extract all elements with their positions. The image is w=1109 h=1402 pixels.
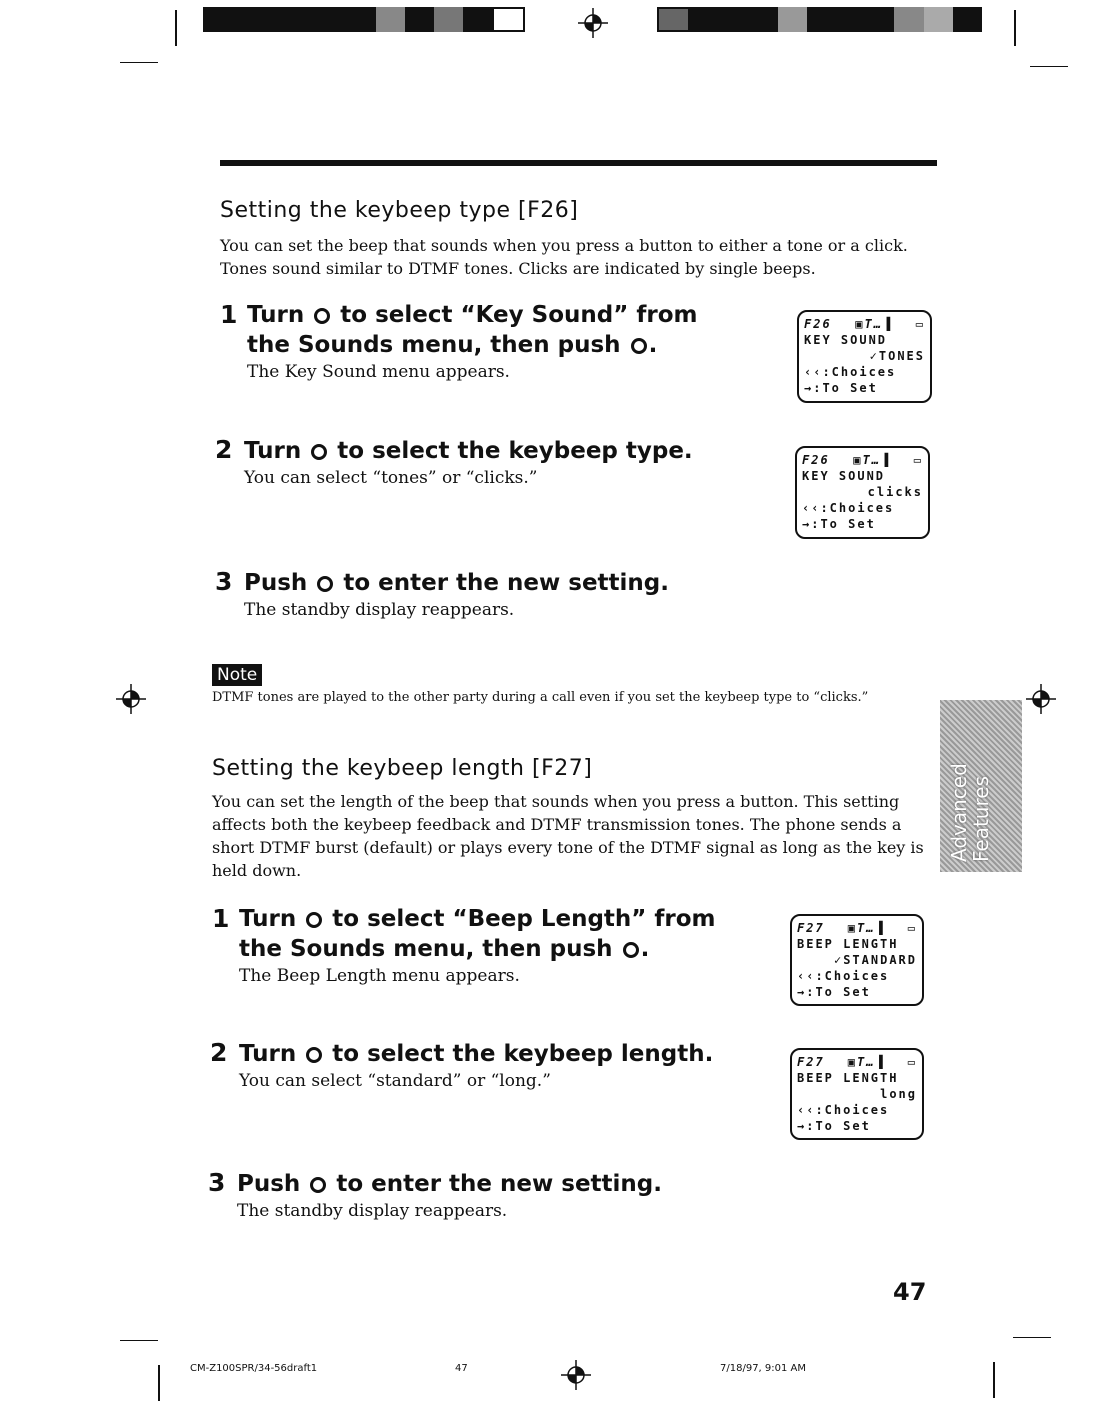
lcd-display bbox=[795, 446, 930, 539]
step-title-end: . bbox=[640, 936, 650, 962]
step-title-text: to select “Beep Length” from the Sounds menu, then push bbox=[239, 906, 716, 962]
lcd-display bbox=[797, 310, 932, 403]
section-title: Setting the keybeep type [F26] bbox=[220, 198, 579, 223]
battery-icon: ▭ bbox=[907, 1055, 917, 1069]
chapter-tab-line: Advanced bbox=[947, 763, 971, 862]
lcd-display bbox=[790, 1048, 924, 1140]
lcd-line: BEEP LENGTH bbox=[797, 937, 899, 951]
note-badge: Note bbox=[212, 664, 262, 686]
step-title bbox=[244, 568, 764, 598]
lcd-function-code: F27 bbox=[797, 1055, 825, 1069]
step-title-text: to enter the new setting. bbox=[336, 1171, 662, 1197]
chapter-tab bbox=[940, 700, 1022, 872]
step-title-verb: Turn bbox=[239, 1041, 297, 1067]
registration-target-icon bbox=[561, 1360, 591, 1390]
jog-dial-turn-icon bbox=[311, 444, 327, 460]
step-title-text: to select “Key Sound” from the Sounds menu, then push bbox=[247, 302, 698, 358]
step-description: The Beep Length menu appears. bbox=[239, 966, 520, 986]
signal-icon: ▣Τ…▐ bbox=[853, 453, 891, 467]
step-description: You can select “standard” or “long.” bbox=[239, 1071, 551, 1091]
registration-target-icon bbox=[116, 684, 146, 714]
color-calibration-bar-left bbox=[203, 7, 525, 32]
lcd-function-code: F26 bbox=[802, 453, 830, 467]
lcd-line: ‹‹:Choices bbox=[804, 365, 897, 379]
lcd-line: →:To Set bbox=[804, 381, 878, 395]
step-title-verb: Push bbox=[244, 570, 308, 596]
lcd-line: BEEP LENGTH bbox=[797, 1071, 899, 1085]
crop-mark bbox=[993, 1362, 995, 1398]
step-number: 3 bbox=[215, 567, 233, 596]
section-intro: You can set the beep that sounds when you press a button to either a tone or a click. Tones sound similar to DTMF tones. Clicks are indicated by single beeps. bbox=[220, 236, 908, 278]
signal-icon: ▣Τ…▐ bbox=[855, 317, 893, 331]
jog-dial-turn-icon bbox=[306, 1047, 322, 1063]
lcd-line: KEY SOUND bbox=[804, 333, 888, 347]
step-title-verb: Turn bbox=[239, 906, 297, 932]
lcd-selected-value: ✓STANDARD bbox=[833, 953, 917, 967]
crop-mark bbox=[120, 1340, 158, 1341]
lcd-line: ‹‹:Choices bbox=[797, 1103, 890, 1117]
step-title-text: to enter the new setting. bbox=[343, 570, 669, 596]
step-description: The Key Sound menu appears. bbox=[247, 362, 510, 382]
lcd-line: ‹‹:Choices bbox=[797, 969, 890, 983]
step-title-text: to select the keybeep type. bbox=[337, 438, 693, 464]
lcd-selected-value: clicks bbox=[867, 485, 923, 499]
step-title bbox=[237, 1169, 757, 1199]
lcd-line: KEY SOUND bbox=[802, 469, 886, 483]
footer-file: CM-Z100SPR/34-56draft1 bbox=[190, 1363, 318, 1374]
step-block bbox=[247, 300, 747, 382]
lcd-function-code: F26 bbox=[804, 317, 832, 331]
lcd-line: →:To Set bbox=[797, 1119, 871, 1133]
step-block bbox=[239, 904, 749, 986]
jog-dial-push-icon bbox=[310, 1177, 326, 1193]
section-title: Setting the keybeep length [F27] bbox=[212, 756, 593, 781]
lcd-line: →:To Set bbox=[802, 517, 876, 531]
step-title bbox=[239, 1039, 759, 1069]
crop-mark bbox=[1013, 1337, 1051, 1338]
step-block bbox=[239, 1039, 759, 1091]
step-block bbox=[244, 436, 764, 488]
step-title-verb: Push bbox=[237, 1171, 301, 1197]
crop-mark bbox=[158, 1365, 160, 1401]
signal-icon: ▣Τ…▐ bbox=[847, 1055, 885, 1069]
step-title-verb: Turn bbox=[244, 438, 302, 464]
battery-icon: ▭ bbox=[907, 921, 917, 935]
step-block bbox=[244, 568, 764, 620]
step-number: 2 bbox=[210, 1038, 228, 1067]
crop-mark bbox=[175, 10, 177, 46]
step-number: 3 bbox=[208, 1168, 226, 1197]
lcd-selected-value: ✓TONES bbox=[869, 349, 925, 363]
registration-target-icon bbox=[578, 8, 608, 38]
header-rule bbox=[220, 160, 937, 166]
lcd-function-code: F27 bbox=[797, 921, 825, 935]
color-calibration-bar-right bbox=[657, 7, 982, 32]
step-title-verb: Turn bbox=[247, 302, 305, 328]
crop-mark bbox=[1014, 10, 1016, 46]
lcd-display bbox=[790, 914, 924, 1006]
crop-mark bbox=[120, 62, 158, 63]
chapter-tab-line: Features bbox=[969, 776, 993, 862]
chapter-tab-label bbox=[948, 710, 992, 862]
jog-dial-push-icon bbox=[623, 942, 639, 958]
jog-dial-push-icon bbox=[317, 576, 333, 592]
step-description: The standby display reappears. bbox=[244, 600, 515, 620]
step-number: 2 bbox=[215, 435, 233, 464]
footer-date: 7/18/97, 9:01 AM bbox=[720, 1363, 807, 1374]
step-title-end: . bbox=[648, 332, 658, 358]
jog-dial-turn-icon bbox=[314, 308, 330, 324]
step-title bbox=[239, 904, 749, 964]
step-number: 1 bbox=[220, 300, 238, 329]
battery-icon: ▭ bbox=[915, 317, 925, 331]
section-intro: You can set the length of the beep that sounds when you press a button. This setting affects both the keybeep feedback and DTMF transmission tones. The phone sends a short DTMF burst (default) or plays every tone of the DTMF signal as long as the key is held down. bbox=[212, 792, 924, 880]
note-text: DTMF tones are played to the other party during a call even if you set the keybeep type to “clicks.” bbox=[212, 690, 869, 705]
footer-page: 47 bbox=[455, 1363, 468, 1374]
step-title bbox=[244, 436, 764, 466]
lcd-line: →:To Set bbox=[797, 985, 871, 999]
lcd-line: ‹‹:Choices bbox=[802, 501, 895, 515]
step-title bbox=[247, 300, 747, 360]
jog-dial-push-icon bbox=[631, 338, 647, 354]
lcd-selected-value: long bbox=[880, 1087, 917, 1101]
step-number: 1 bbox=[212, 904, 230, 933]
battery-icon: ▭ bbox=[913, 453, 923, 467]
registration-target-icon bbox=[1026, 684, 1056, 714]
step-title-text: to select the keybeep length. bbox=[332, 1041, 714, 1067]
jog-dial-turn-icon bbox=[306, 912, 322, 928]
crop-mark bbox=[1030, 66, 1068, 67]
step-description: You can select “tones” or “clicks.” bbox=[244, 468, 538, 488]
step-description: The standby display reappears. bbox=[237, 1201, 508, 1221]
signal-icon: ▣Τ…▐ bbox=[847, 921, 885, 935]
step-block bbox=[237, 1169, 757, 1221]
page-number: 47 bbox=[893, 1278, 927, 1306]
